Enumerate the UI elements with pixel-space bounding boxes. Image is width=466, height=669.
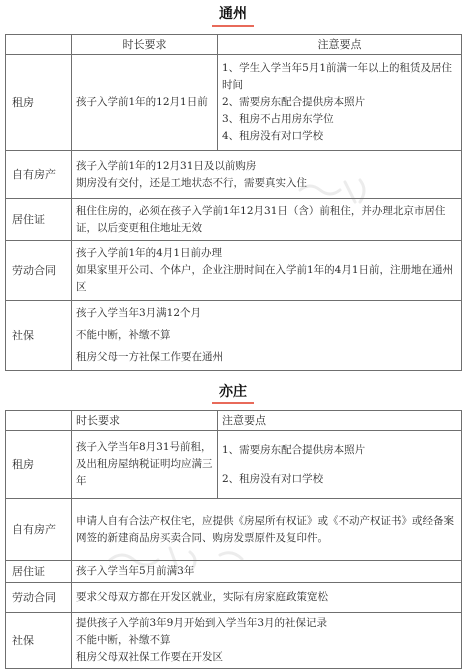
row-label-own-house: 自有房产 (6, 499, 72, 561)
row-label-social-security: 社保 (6, 613, 72, 669)
content-line: 租房父母双社保工作要在开发区 (76, 651, 223, 663)
row-label-social-security: 社保 (6, 301, 72, 371)
rent-note: 2、需要房东配合提供房本照片 (222, 96, 366, 108)
content-line: 孩子入学前1年的12月31日及以前购房 (76, 159, 257, 172)
content-line: 不能中断，补缴不算 (76, 634, 171, 646)
title-underline-yizhuang (212, 402, 254, 404)
tongzhou-table (5, 34, 462, 371)
content-line: 如果家里开公司、个体户，企业注册时间在入学前1年的4月1日前，注册地在通州区 (76, 264, 454, 293)
row-label-labor-contract: 劳动合同 (6, 241, 72, 301)
row-label-rent: 租房 (6, 431, 72, 499)
rent-note: 1、学生入学当年5月1前满一年以上的租赁及居住时间 (222, 62, 453, 91)
section-title-yizhuang: 亦庄 (219, 384, 247, 400)
rent-note: 4、租房没有对口学校 (222, 130, 324, 142)
content-line: 期房没有交付，还是工地状态不行，需要真实入住 (76, 176, 307, 189)
yizhuang-table (5, 410, 462, 669)
yizhuang-header-row (6, 411, 462, 431)
yizhuang-own-house-row (6, 499, 462, 561)
own-house-content: 申请人自有合法产权住宅，应提供《房屋所有权证》或《不动产权证书》或经备案网签的新建商品房买卖合同、购房发票原件及复印件。 (72, 499, 462, 561)
section-title-tongzhou: 通州 (219, 6, 247, 22)
header-duration: 时长要求 (72, 411, 218, 431)
tongzhou-labor-contract-row (6, 241, 462, 301)
social-security-content (72, 613, 462, 669)
tongzhou-own-house-row (6, 151, 462, 199)
rent-notes (218, 431, 462, 499)
row-label-residence-permit: 居住证 (6, 199, 72, 241)
yizhuang-residence-permit-row (6, 561, 462, 583)
rent-note: 3、租房不占用房东学位 (222, 113, 334, 125)
row-label-residence-permit: 居住证 (6, 561, 72, 583)
yizhuang-social-security-row (6, 613, 462, 669)
labor-contract-content (72, 241, 462, 301)
content-line: 不能中断，补缴不算 (76, 329, 171, 341)
header-empty-cell (6, 411, 72, 431)
tongzhou-rent-row (6, 55, 462, 151)
tongzhou-social-security-row (6, 301, 462, 371)
content-line: 提供孩子入学前3年9月开始到入学当年3月的社保记录 (76, 617, 328, 629)
tongzhou-residence-permit-row (6, 199, 462, 241)
header-notes: 注意要点 (218, 35, 462, 55)
yizhuang-labor-contract-row (6, 583, 462, 613)
content-line: 孩子入学当年3月满12个月 (76, 307, 202, 319)
content-line: 孩子入学前1年的4月1日前办理 (76, 247, 223, 259)
title-underline-tongzhou (212, 25, 254, 27)
content-line: 租房父母一方社保工作要在通州 (76, 351, 223, 363)
header-empty-cell (6, 35, 72, 55)
rent-note: 2、租房没有对口学校 (222, 472, 324, 485)
row-label-rent: 租房 (6, 55, 72, 151)
rent-duration: 孩子入学前1年的12月1日前 (72, 55, 218, 151)
tongzhou-header-row (6, 35, 462, 55)
rent-note: 1、需要房东配合提供房本照片 (222, 443, 366, 456)
residence-permit-content: 租住住房的，必须在孩子入学前1年12月31日（含）前租住，并办理北京市居住证，以后变更租住地址无效 (72, 199, 462, 241)
row-label-own-house: 自有房产 (6, 151, 72, 199)
header-duration: 时长要求 (72, 35, 218, 55)
row-label-labor-contract: 劳动合同 (6, 583, 72, 613)
own-house-content (72, 151, 462, 199)
residence-permit-content: 孩子入学当年5月前满3年 (72, 561, 462, 583)
labor-contract-content: 要求父母双方都在开发区就业，实际有房家庭政策宽松 (72, 583, 462, 613)
social-security-content (72, 301, 462, 371)
yizhuang-rent-row (6, 431, 462, 499)
rent-duration: 孩子入学当年8月31号前租，及出租房屋纳税证明均应满三年 (72, 431, 218, 499)
header-notes: 注意要点 (218, 411, 462, 431)
rent-notes (218, 55, 462, 151)
